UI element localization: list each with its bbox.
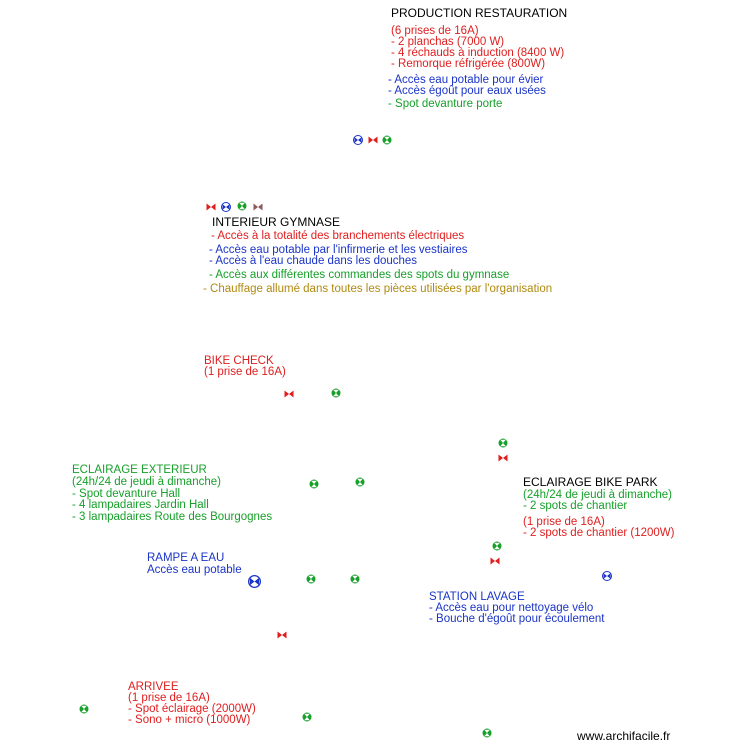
watermark-text: www.archifacile.fr [577, 729, 671, 743]
bike-park-title: ECLAIRAGE BIKE PARK [523, 475, 658, 489]
light-icon [355, 477, 365, 487]
light-icon [482, 728, 492, 738]
production-outlets: (6 prises de 16A) [391, 25, 479, 37]
outlet-icon [206, 202, 216, 212]
outlet-icon [498, 453, 508, 463]
gymnase-water-1: - Accès eau potable par l'infirmerie et les vestiaires [209, 244, 468, 256]
gymnase-title: INTERIEUR GYMNASE [212, 215, 341, 229]
gymnase-heating: - Chauffage allumé dans toutes les pièces utilisées par l'organisation [203, 283, 553, 295]
outlet-icon [277, 630, 287, 640]
production-water-1: - Accès eau potable pour évier [388, 74, 544, 86]
light-icon [350, 574, 360, 584]
light-icon [492, 541, 502, 551]
outlet-icon [368, 135, 378, 145]
arrivee-line-1: - Spot éclairage (2000W) [128, 703, 256, 715]
station-line-2: - Bouche d'égoût pour écoulement [429, 613, 605, 625]
water-icon [221, 202, 231, 212]
production-line-1: - 2 planchas (7000 W) [391, 36, 505, 48]
heating-icon [253, 202, 263, 212]
production-line-2: - 4 réchauds à induction (8400 W) [391, 47, 565, 59]
gymnase-water-2: - Accès à l'eau chaude dans les douches [209, 255, 418, 267]
eclairage-ext-line-1: (24h/24 de jeudi à dimanche) [72, 476, 221, 488]
bike-check-outlets: (1 prise de 16A) [204, 366, 286, 378]
bike-check-title: BIKE CHECK [204, 355, 274, 367]
light-icon [331, 388, 341, 398]
bike-park-line-2: - 2 spots de chantier [523, 500, 628, 512]
light-icon [302, 712, 312, 722]
eclairage-ext-line-2: - Spot devanture Hall [72, 488, 181, 500]
light-icon [309, 479, 319, 489]
rampe-line-1: Accès eau potable [147, 564, 242, 576]
gymnase-light: - Accès aux différentes commandes des spots du gymnase [209, 269, 510, 281]
bike-park-line-1: (24h/24 de jeudi à dimanche) [523, 489, 672, 501]
production-light-1: - Spot devanture porte [388, 98, 503, 110]
station-title: STATION LAVAGE [429, 591, 525, 603]
gymnase-electric: - Accès à la totalité des branchements électriques [211, 230, 465, 242]
station-line-1: - Accès eau pour nettoyage vélo [429, 602, 594, 614]
arrivee-title: ARRIVEE [128, 681, 179, 693]
production-title: PRODUCTION RESTAURATION [391, 6, 568, 20]
water-icon [353, 135, 363, 145]
water-icon [248, 575, 261, 588]
light-icon [306, 574, 316, 584]
bike-park-outlets: (1 prise de 16A) [523, 516, 605, 528]
eclairage-ext-line-3: - 4 lampadaires Jardin Hall [72, 499, 209, 511]
light-icon [498, 438, 508, 448]
arrivee-line-2: - Sono + micro (1000W) [128, 714, 251, 726]
arrivee-outlets: (1 prise de 16A) [128, 692, 210, 704]
eclairage-ext-line-4: - 3 lampadaires Route des Bourgognes [72, 511, 273, 523]
light-icon [382, 135, 392, 145]
bike-park-line-3: - 2 spots de chantier (1200W) [523, 527, 675, 539]
eclairage-ext-title: ECLAIRAGE EXTERIEUR [72, 464, 207, 476]
outlet-icon [490, 556, 500, 566]
light-icon [237, 201, 247, 211]
production-water-2: - Accès égoût pour eaux usées [388, 85, 546, 97]
light-icon [79, 704, 89, 714]
production-line-3: - Remorque réfrigérée (800W) [391, 58, 546, 70]
rampe-title: RAMPE A EAU [147, 552, 225, 564]
outlet-icon [284, 389, 294, 399]
water-icon [602, 571, 612, 581]
